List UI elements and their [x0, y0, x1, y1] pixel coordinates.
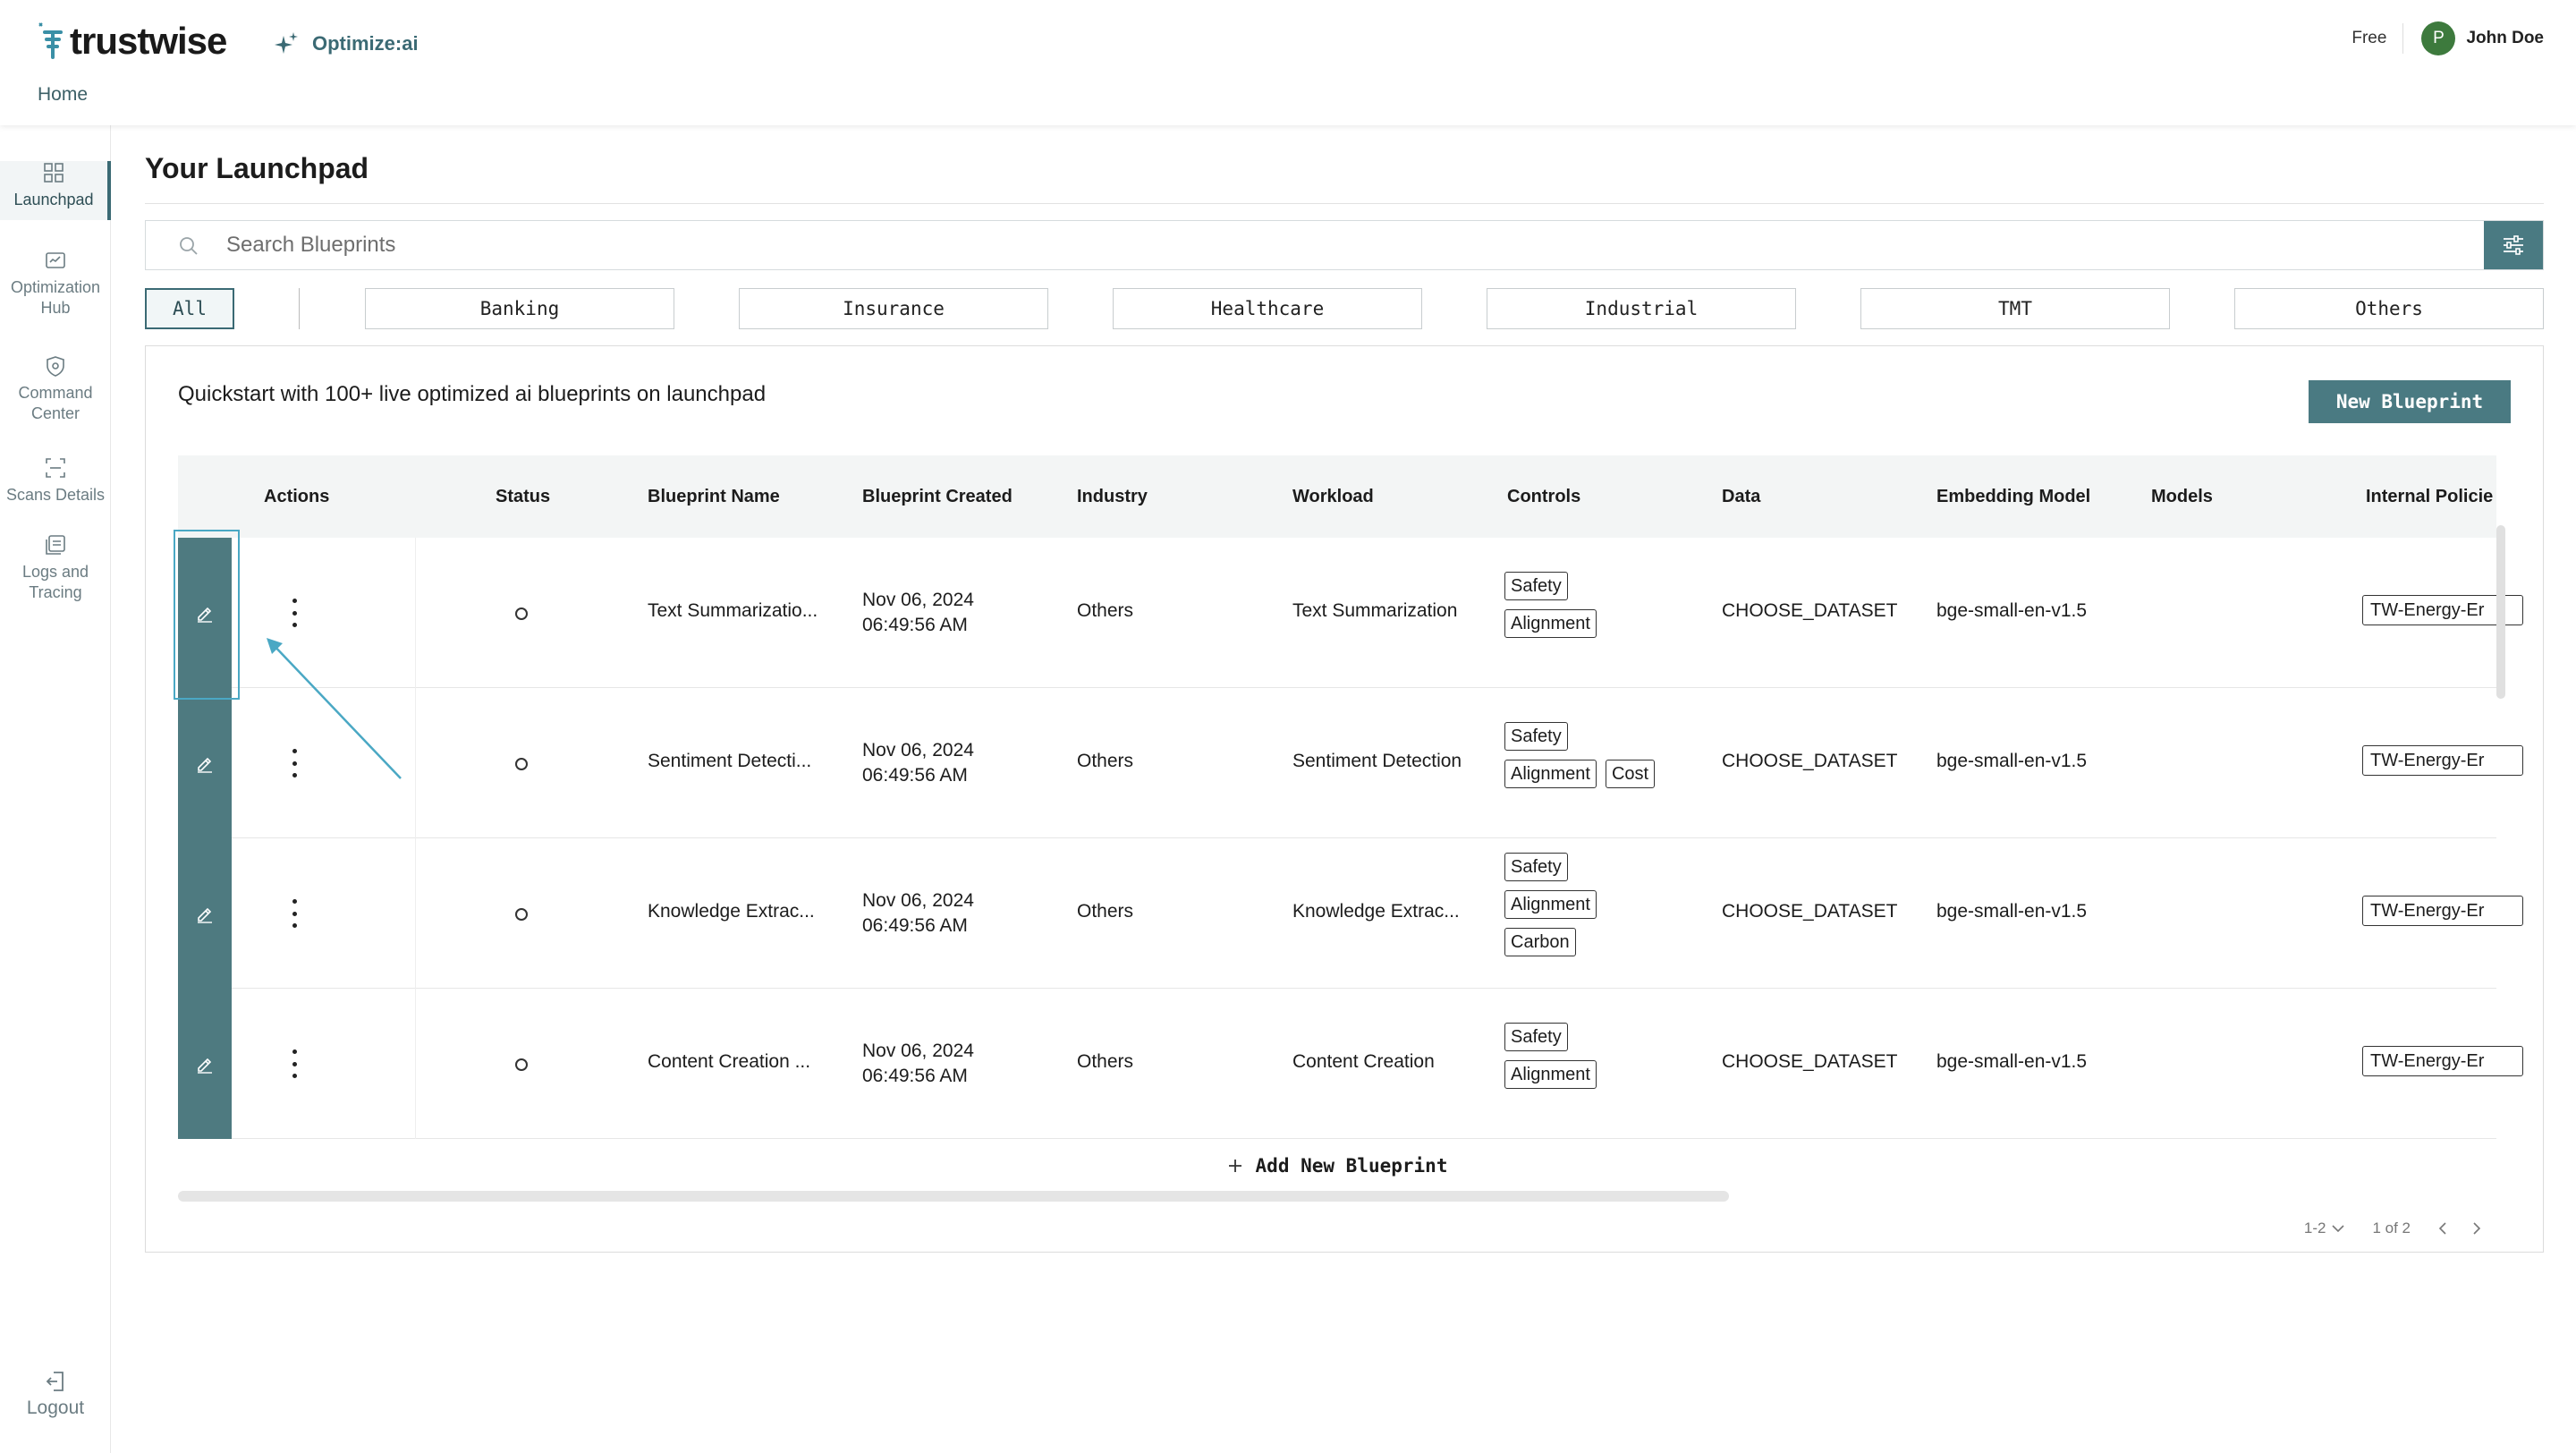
created-date: Nov 06, 2024	[862, 740, 974, 760]
product-name: Optimize:ai	[312, 32, 419, 55]
grid-icon	[42, 161, 65, 184]
logs-icon	[44, 533, 67, 557]
search-input[interactable]	[226, 221, 2373, 269]
edit-button[interactable]	[178, 989, 232, 1139]
controls-tags	[1504, 722, 1683, 788]
tab-healthcare[interactable]: Healthcare	[1113, 288, 1422, 329]
blueprint-name[interactable]: Content Creation ...	[648, 1051, 811, 1072]
column-header-data: Data	[1722, 487, 1761, 506]
breadcrumb-home[interactable]: Home	[38, 84, 89, 105]
control-tag: Cost	[1606, 760, 1655, 788]
controls-tags	[1504, 572, 1683, 638]
control-tag: Alignment	[1504, 760, 1597, 788]
new-blueprint-button[interactable]: New Blueprint	[2309, 380, 2511, 423]
column-separator	[415, 688, 416, 838]
created-time: 06:49:56 AM	[862, 615, 968, 635]
control-tag: Alignment	[1504, 1060, 1597, 1089]
embedding-model: bge-small-en-v1.5	[1936, 1051, 2088, 1072]
table-row	[178, 989, 2496, 1139]
sidebar-item-label: Optimization Hub	[10, 278, 101, 317]
column-header-workload: Workload	[1292, 487, 1374, 506]
column-header-actions: Actions	[264, 487, 330, 506]
control-tag: Alignment	[1504, 890, 1597, 919]
embedding-model: bge-small-en-v1.5	[1936, 751, 2088, 771]
embedding-model: bge-small-en-v1.5	[1936, 600, 2088, 621]
created-date: Nov 06, 2024	[862, 1041, 974, 1061]
vertical-scrollbar[interactable]	[2496, 525, 2505, 699]
column-header-status: Status	[496, 487, 551, 506]
column-header-embedding-model: Embedding Model	[1936, 487, 2091, 506]
status-indicator	[515, 758, 528, 770]
tab-all[interactable]: All	[145, 288, 234, 329]
logout-icon	[43, 1369, 68, 1394]
column-header-industry: Industry	[1077, 487, 1148, 506]
workload: Content Creation	[1292, 1051, 1435, 1072]
column-header-controls: Controls	[1507, 487, 1581, 506]
sidebar-item-label: Logs and Tracing	[21, 563, 89, 601]
brand-name: trustwise	[70, 20, 227, 62]
chevron-right-icon[interactable]	[2471, 1221, 2482, 1236]
edit-button[interactable]	[178, 838, 232, 989]
control-tag: Safety	[1504, 572, 1568, 600]
brand-logo[interactable]	[36, 16, 226, 66]
policy-tag: TW-Energy-Er	[2362, 595, 2523, 625]
logout-label: Logout	[26, 1398, 85, 1418]
sidebar-item-label: Launchpad	[13, 191, 94, 208]
status-indicator	[515, 608, 528, 620]
page-indicator: 1 of 2	[2372, 1219, 2411, 1236]
tab-others[interactable]: Others	[2234, 288, 2544, 329]
tab-tmt[interactable]: TMT	[1860, 288, 2170, 329]
workload: Text Summarization	[1292, 600, 1458, 621]
created-date: Nov 06, 2024	[862, 590, 974, 610]
table-row	[178, 538, 2496, 688]
workload: Sentiment Detection	[1292, 751, 1462, 771]
more-actions-icon[interactable]	[287, 599, 301, 627]
table-header	[178, 455, 2496, 538]
control-tag: Safety	[1504, 722, 1568, 751]
control-tag: Carbon	[1504, 928, 1576, 956]
embedding-model: bge-small-en-v1.5	[1936, 901, 2088, 922]
column-separator	[415, 538, 416, 688]
sidebar-item-label: Scans Details	[5, 486, 106, 504]
policy-tag: TW-Energy-Er	[2362, 1046, 2523, 1076]
status-indicator	[515, 1058, 528, 1071]
product-switcher[interactable]	[273, 30, 419, 57]
sparkle-icon	[273, 30, 300, 57]
column-separator	[415, 989, 416, 1139]
control-tag: Alignment	[1504, 609, 1597, 638]
status-indicator	[515, 908, 528, 921]
control-tag: Safety	[1504, 853, 1568, 881]
controls-tags	[1504, 1023, 1683, 1089]
column-header-blueprint-created: Blueprint Created	[862, 487, 1013, 506]
blueprint-created	[862, 1039, 974, 1089]
industry: Others	[1077, 600, 1134, 621]
title-divider	[145, 203, 2544, 204]
avatar[interactable]: P	[2421, 21, 2455, 55]
column-header-internal-policies: Internal Policie	[2366, 487, 2494, 506]
blueprint-name[interactable]: Knowledge Extrac...	[648, 901, 815, 922]
controls-tags	[1504, 853, 1683, 956]
created-time: 06:49:56 AM	[862, 1066, 968, 1086]
blueprints-card	[145, 345, 2544, 1253]
top-header	[0, 0, 2576, 125]
more-actions-icon[interactable]	[287, 899, 301, 928]
policy-tag: TW-Energy-Er	[2362, 745, 2523, 776]
page-size-select[interactable]	[2304, 1219, 2346, 1237]
workload: Knowledge Extrac...	[1292, 901, 1460, 922]
blueprint-name[interactable]: Text Summarizatio...	[648, 600, 818, 621]
trustwise-logo-icon	[36, 20, 66, 63]
logout-button[interactable]	[0, 1369, 111, 1419]
pencil-icon	[194, 1053, 216, 1075]
search-icon	[178, 235, 199, 257]
sidebar-item-command-center[interactable]	[0, 354, 111, 424]
search-bar	[145, 220, 2544, 270]
add-new-blueprint-label: Add New Blueprint	[1255, 1155, 1448, 1177]
created-time: 06:49:56 AM	[862, 915, 968, 936]
card-title: Quickstart with 100+ live optimized ai blueprints on launchpad	[178, 382, 767, 406]
sidebar	[0, 125, 111, 1453]
column-separator	[415, 838, 416, 989]
sidebar-item-scans-details[interactable]	[0, 456, 111, 506]
column-header-blueprint-name: Blueprint Name	[648, 487, 780, 506]
more-actions-icon[interactable]	[287, 1049, 301, 1078]
table-row	[178, 688, 2496, 838]
blueprint-created	[862, 738, 974, 788]
annotation-arrow-icon	[259, 631, 411, 783]
blueprint-name[interactable]: Sentiment Detecti...	[648, 751, 812, 771]
page-title: Your Launchpad	[145, 152, 369, 184]
created-date: Nov 06, 2024	[862, 890, 974, 911]
created-time: 06:49:56 AM	[862, 765, 968, 786]
sidebar-item-optimization-hub[interactable]	[0, 249, 111, 319]
tab-industrial[interactable]: Industrial	[1487, 288, 1796, 329]
policy-tag: TW-Energy-Er	[2362, 896, 2523, 926]
pencil-icon	[194, 752, 216, 774]
sidebar-item-logs-and-tracing[interactable]	[0, 533, 111, 603]
chevron-down-icon	[2331, 1223, 2345, 1234]
tab-insurance[interactable]: Insurance	[739, 288, 1048, 329]
sidebar-item-launchpad[interactable]	[0, 161, 111, 220]
scan-icon	[44, 456, 67, 480]
control-tag: Safety	[1504, 1023, 1568, 1051]
pagination	[2304, 1219, 2482, 1237]
tab-banking[interactable]: Banking	[365, 288, 674, 329]
horizontal-scrollbar[interactable]	[178, 1191, 1729, 1202]
highlight-box	[174, 530, 240, 700]
industry: Others	[1077, 901, 1134, 922]
page-range: 1-2	[2303, 1219, 2326, 1236]
plan-badge: Free	[2351, 23, 2403, 54]
column-header-models: Models	[2151, 487, 2213, 506]
data-source: CHOOSE_DATASET	[1722, 600, 1898, 621]
plus-icon	[1227, 1158, 1243, 1174]
table-row	[178, 838, 2496, 989]
user-name[interactable]: John Doe	[2466, 29, 2544, 47]
blueprints-table	[178, 455, 2496, 1177]
shield-icon	[44, 354, 67, 378]
dashboard-icon	[44, 249, 67, 272]
data-source: CHOOSE_DATASET	[1722, 1051, 1898, 1072]
add-new-blueprint-button[interactable]	[178, 1139, 2496, 1193]
blueprint-created	[862, 888, 974, 939]
sliders-icon	[2501, 233, 2526, 258]
category-divider	[299, 288, 300, 329]
edit-button[interactable]	[178, 688, 232, 838]
sidebar-item-label: Command Center	[18, 384, 93, 422]
data-source: CHOOSE_DATASET	[1722, 751, 1898, 771]
filter-button[interactable]	[2484, 221, 2543, 269]
industry: Others	[1077, 1051, 1134, 1072]
blueprint-created	[862, 588, 974, 638]
pencil-icon	[194, 903, 216, 924]
chevron-left-icon[interactable]	[2437, 1221, 2448, 1236]
data-source: CHOOSE_DATASET	[1722, 901, 1898, 922]
industry: Others	[1077, 751, 1134, 771]
